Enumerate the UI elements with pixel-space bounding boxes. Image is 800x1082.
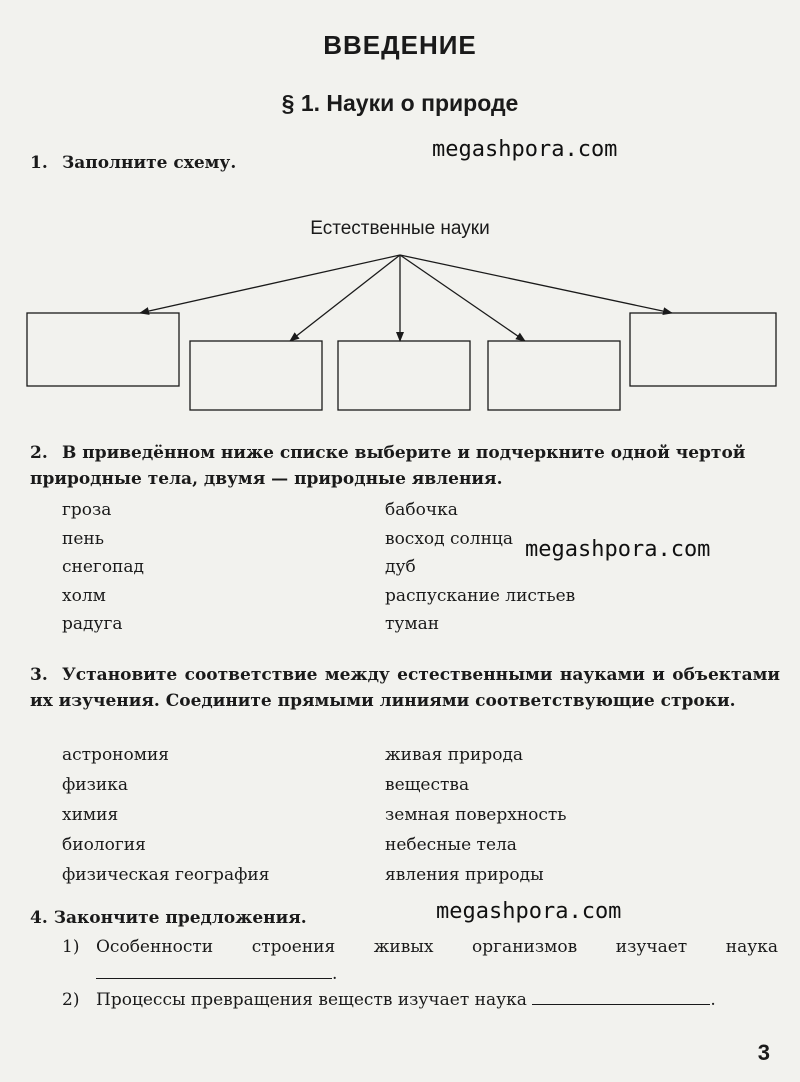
sentence-2-answer-blank[interactable] [532,986,710,1005]
sentence-1: 1) Особенности строения живых организмов изучает наука . [62,934,778,987]
list-item: снегопад [62,557,144,577]
task-3-sciences [62,740,269,890]
task-4 [30,905,780,931]
list-item: земная поверхность [385,805,567,825]
list-item: пень [62,528,104,549]
scheme-box-5 [630,313,776,386]
list-item: вещества [385,775,470,795]
sentence-2-text: Процессы превращения веществ изучает наука [96,990,527,1010]
list-item: явления природы [385,865,544,885]
scheme-box-4 [488,341,620,410]
list-item: радуга [62,614,123,634]
sentence-1-number: 1) [62,937,80,957]
list-item: дуб [385,557,416,577]
section-title: § 1. Науки о природе [281,90,519,116]
list-item: распускание листьев [385,585,576,606]
list-item: биология [62,835,146,855]
list-item: туман [385,614,440,634]
task-1-text: Заполните схему. [62,153,237,173]
task-2-text: В приведённом ниже списке выберите и подчеркните одной чертой природные тела, двумя — природные явления. [30,443,746,489]
watermark: megashpora.com [525,537,711,562]
task-4-text: Закончите предложения. [53,908,307,928]
task-3-number: 3. [30,665,48,685]
sentence-1-text: Особенности строения живых организмов изучает наука [96,937,778,957]
task-2-right-list [385,496,575,639]
arrow-1 [140,255,400,313]
list-item: физическая география [62,865,270,885]
arrow-5 [400,255,672,313]
page-title: ВВЕДЕНИЕ [323,30,477,60]
list-item: восход солнца [385,528,513,549]
task-3-objects [385,740,567,890]
list-item: небесные тела [385,835,517,855]
task-1-number: 1. [30,153,48,173]
scheme-diagram [0,240,800,420]
watermark: megashpora.com [436,899,622,924]
task-2-left-list [62,496,144,639]
scheme-box-1 [27,313,179,386]
list-item: бабочка [385,500,458,520]
sentence-2-number: 2) [62,990,80,1010]
task-3-text: Установите соответствие между естественными науками и объектами их изучения. Соедините прямыми линиями соответствующие строки. [30,665,780,711]
list-item: астрономия [62,745,170,765]
sentence-1-answer-blank[interactable] [96,960,332,979]
list-item: химия [62,805,119,825]
task-2-number: 2. [30,443,48,463]
task-3 [30,662,780,714]
task-4-number: 4. [30,908,48,928]
sentence-2: 2) Процессы превращения веществ изучает наука . [62,986,778,1013]
list-item: холм [62,585,106,606]
watermark: megashpora.com [432,137,618,162]
list-item: физика [62,775,128,795]
task-2 [30,440,780,492]
list-item: гроза [62,500,112,520]
scheme-box-3 [338,341,470,410]
page-number: 3 [757,1040,770,1065]
scheme-box-2 [190,341,322,410]
task-1 [30,150,780,176]
scheme-title: Естественные науки [310,218,490,239]
list-item: живая природа [385,745,524,765]
